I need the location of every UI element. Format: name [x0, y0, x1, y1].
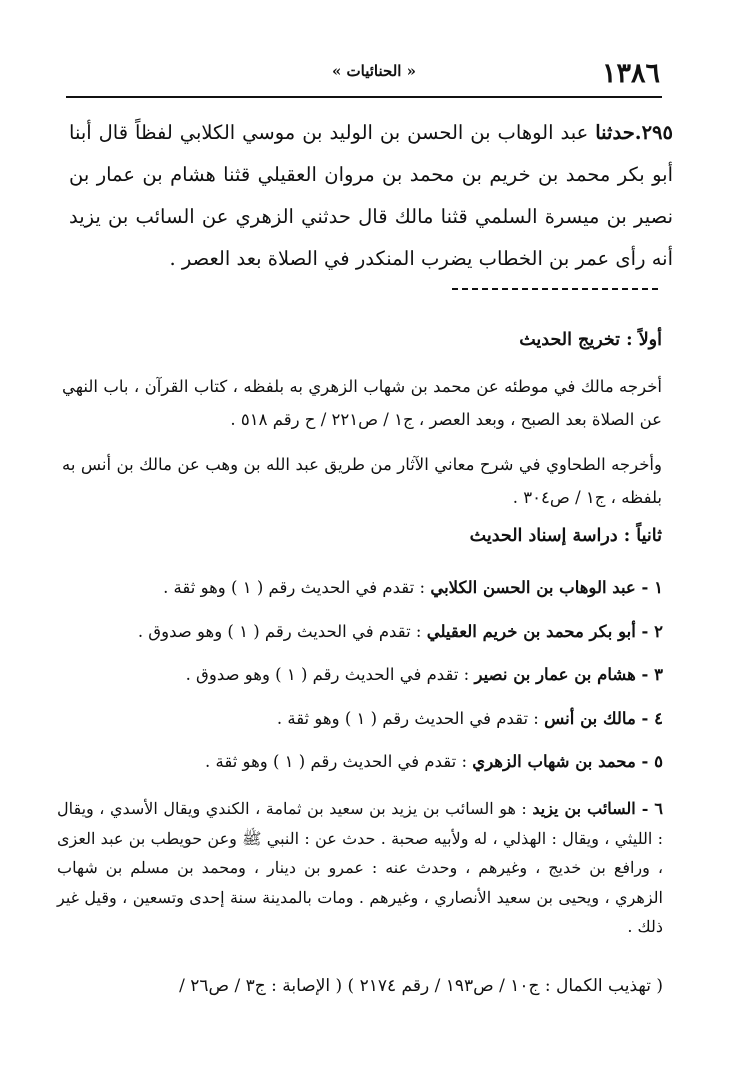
narrator-name: ٣ - هشام بن عمار بن نصير: [474, 665, 663, 684]
narrator-item: [63, 618, 663, 646]
narrator-item: [63, 574, 663, 602]
hadith-lead-word: حدثنا: [595, 121, 635, 144]
takhrij-paragraph-1: أخرجه مالك في موطئه عن محمد بن شهاب الزهري به بلفظه ، كتاب القرآن ، باب النهي عن الصلاة بعد الصبح ، وبعد العصر ، ج١ / ص٢٢١ / ح رقم ٥١٨ .: [62, 377, 662, 429]
narrator-note: : تقدم في الحديث رقم ( ١ ) وهو ثقة .: [205, 752, 473, 771]
section-heading-takhrij: أولاً : تخريج الحديث: [519, 330, 662, 350]
narrator-item: [63, 705, 663, 733]
narrator-name: ٥ - محمد بن شهاب الزهري: [472, 752, 663, 771]
running-title: « الحنائيات »: [331, 62, 417, 80]
narrator-note: : تقدم في الحديث رقم ( ١ ) وهو ثقة .: [276, 709, 545, 728]
narrator-name: ٢ - أبو بكر محمد بن خريم العقيلي: [426, 622, 663, 641]
narrator-biography: [57, 794, 663, 942]
reference-line: ( تهذيب الكمال : ج١٠ / ص١٩٣ / رقم ٢١٧٤ ) ( الإصابة : ج٣ / ص٢٦ /: [179, 976, 663, 996]
narrator-name: ١ - عبد الوهاب بن الحسن الكلابي: [430, 578, 663, 597]
narrator-note: : تقدم في الحديث رقم ( ١ ) وهو ثقة .: [163, 578, 431, 597]
narrator-biography-text: : هو السائب بن يزيد بن سعيد بن ثمامة ، الكندي ويقال الأسدي ، ويقال : الليثي ، ويقال : الهذلي ، له ولأبيه صحبة . حدث عن : النبي ﷺ وعن حويطب بن عبد العزى ، ورافع بن خديج ، وغيرهم ، وحدث عنه : عمرو بن دينار ، ومحمد بن مسلم بن شهاب الزهري ، ويحيى بن سعيد الأنصاري ، وغيرهم . ومات بالمدينة سنة إحدى وتسعين ، وقيل غير ذلك .: [57, 799, 664, 936]
narrator-name: ٤ - مالك بن أنس: [544, 709, 663, 728]
narrator-name: ٦ - السائب بن يزيد: [532, 799, 663, 818]
narrator-note: : تقدم في الحديث رقم ( ١ ) وهو صدوق .: [185, 665, 475, 684]
hadith-body: عبد الوهاب بن الحسن بن الوليد بن موسي الكلابي لفظاً قال أبنا أبو بكر محمد بن خريم بن محمد بن مروان العقيلي قثنا هشام بن عمار بن نصير بن ميسرة السلمي قثنا مالك قال حدثني الزهري عن السائب بن يزيد أنه رأى عمر بن الخطاب يضرب المنكدر في الصلاة بعد العصر .: [69, 121, 673, 270]
narrator-item: [63, 661, 663, 689]
page-number: ١٣٨٦: [601, 58, 660, 89]
dashed-separator: [452, 288, 658, 290]
hadith-number: ٢٩٥.: [634, 121, 673, 144]
narrator-note: : تقدم في الحديث رقم ( ١ ) وهو صدوق .: [137, 622, 427, 641]
header-rule: [66, 96, 662, 98]
narrator-item: [63, 748, 663, 776]
takhrij-paragraph-2: وأخرجه الطحاوي في شرح معاني الآثار من طريق عبد الله بن وهب عن مالك بن أنس به بلفظه ، ج١ / ص٣٠٤ .: [62, 455, 662, 507]
section-heading-isnad: ثانياً : دراسة إسناد الحديث: [469, 526, 662, 546]
hadith-text-block: [69, 112, 673, 280]
